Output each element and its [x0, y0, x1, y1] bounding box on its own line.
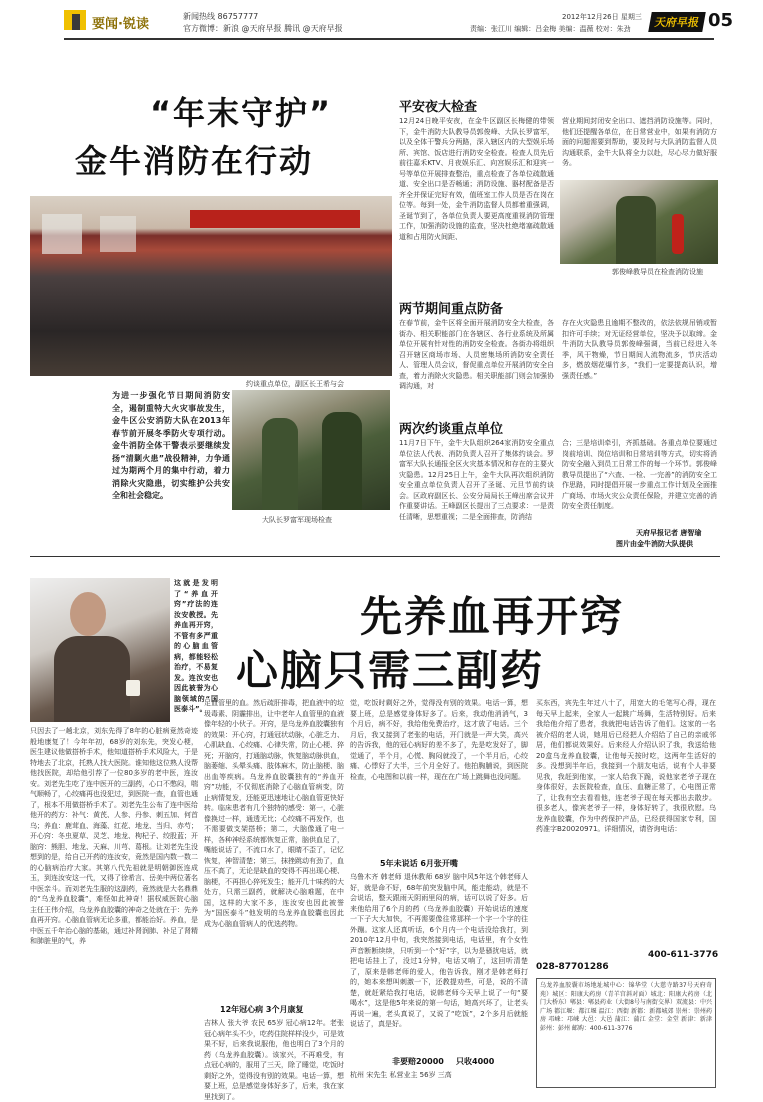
article2-title-line1: 先养血再开窍: [360, 592, 625, 641]
tea-cup: [126, 680, 140, 696]
section3-col1: 11月7日下午，金牛大队组织264家消防安全重点单位法人代表、消防负责人召开了集体约谈会。罗富军大队长通报全区火灾基本情况和存在的主要火灾隐患。12月25日上午，金牛大队再次组织消防安全重点单位负责人召开了圣诞、元旦节前约谈会。区政府副区长、公安分局局长王峰出席会议并作重要讲话。王峰副区长提出了三点要求：一是责任清晰，思想重视；二是全面排查，防消结: [399, 439, 554, 521]
facility-photo: [560, 180, 718, 264]
photo1-caption: 约谈重点单位，副区长王希与会: [246, 380, 344, 388]
section1-col1: 12月24日晚平安夜，在金牛区副区长梅健的带领下，金牛消防大队教导员郭俊峰、大队长罗富军，以及全体干警兵分两路，深入辖区内的大型娱乐场所、宾馆、饭店进行消防安全检查。检查人员先后前往嘉禾KTV、月夜娱乐汇、向宫娱乐汇和迎宾一号等单位开展排查整治，重点检查了各单位疏散通道、安全出口是否畅通；消防设施、器材配备是否齐全并保证完好有效，值班室工作人员是否在岗在位等。每到一处，金牛消防监督人员都着重强调，圣诞节到了，各单位负责人要更高度重视消防管理工作，加强消防设施的监查，坚决杜绝堵塞疏散通道和占用防火间距、: [399, 117, 554, 241]
section2-col2: 存在火灾隐患且逾期不整改的，依法依规吊销或暂扣许可手续；对无证经营单位，坚决予以取缔。金牛消防大队教导员郭俊峰强调，当前已经进入冬季，风干物燥，节日期间人流物流多，节庆活动多，燃放烟花爆竹多，“我们一定要提高认识，增强责任感。”: [562, 319, 717, 380]
inspector-figure-b: [322, 412, 362, 510]
doctor-body: [54, 636, 130, 722]
section2-col1: 在春节前，金牛区将全面开展消防安全大检查，各街办、相关职能部门在各辖区、各行业系统及所属单位开展有针对性的消防安全检查。各街办将组织召开辖区商场市场、人员密集场所消防安全责任人、管理人员会议，督促重点单位开展消防安全自查，着力消除火灾隐患。相关职能部门则会加强协调沟通，对: [399, 319, 554, 390]
article2-col1: 只因去了一趟北京，刘东先得了8年的心脏病竟然奇迹般地康复了！今年年初，68岁的刘东先，突发心梗，医生建议他做搭桥手术，他知道搭桥手术风险大，于是特地去了北京，托熟人找大医院。谁知他这位熟人没帮他找医院，却给他引荐了一位80多岁的老中医，连汝安。刘老先生吃了连中医开的三副药，心口不憋闷，喘气顺畅了，心绞痛再也没犯过，到医院一查，血管也通了，根本不用做搭桥手术了。刘老先生公布了连中医给他开的药方：补气：黄芪、人参、丹参、刺五加、何首乌；养血：鹿茸血、海藻、红花、地龙、当归、赤芍；开心窍：冬虫夏草、灵芝、地龙、枸杞子、绞股蓝；开脑窍：熊胆、地龙、天麻、川芎、葛根。让刘老先生没想到的是，给自己开药的连汝安，竟然是国内数一数二的心脑病治疗大家。其第八代先祖就是明朝御医连成玉，到连汝安这一代，又得了徐希言、岳美中两位著名中医亲斗。而刘老先生服的这副药，竟然就是大名鼎鼎的“乌龙养血胶囊”，难怪如此神奇！据权威医院心脑主任王伟介绍，乌龙养血胶囊的神奇之处就在于：先养血再开窍。心脑血管病无论多重，都能治好。养血，是中医五千年治心脑的基础，通过补肾润肺、补足了肾精和肺脏里的气，养: [30, 727, 198, 945]
editors-line: 责编：张江川 编辑：吕金梅 美编：温薇 校对：朱劲: [470, 25, 631, 33]
ad-footnote-2: 只收4000: [456, 1057, 495, 1066]
doctor-portrait: [30, 578, 170, 722]
meeting-photo: [30, 196, 392, 376]
article2-col3a: 觉，吃饭时剩好之外，觉得没有别的效果。电话一算，想要上班，总是感觉身体好多了。后来，我动他消消气，3个月后，病不好，我给他免费治疗，这才放了电话。三个月后，我又接到了老张的电话，开门就是一声大笑，高兴的告诉我，他的冠心病好的差不多了，先是吃发好了，脚觉通了，半个月，心慌、胸闷就没了，一个半月后，心绞痛、心悸好了大半，三个月全好了。他拍胸脯说，到医院检查，心电图和以前一样，现在在广场上跳舞也没问题。: [350, 699, 528, 781]
article1-title-line1: “年末守护”: [150, 94, 333, 132]
extinguisher-figure: [672, 214, 684, 254]
article2-col2: 足血管里的血。然后疏肝排毒，把血液中的垃圾毒素、阴霾排出，让中老年人血管里的血液像年轻的小伙子。开窍，是乌龙养血胶囊独有的效果：开心窍，打通冠状动脉，心脏乏力、心肌缺血、心绞痛、心律失常，防止心梗、猝死；开脑窍，打通脑动脉，恢复脑动脉供血，脑萎缩、头晕头痛、肢体麻木，防止脑梗、脑出血等疾病。乌龙养血胶囊独有的“养血开窍”功能，不仅彻底消除了心脑血管病变，防止病情复发，还能更迅速地让心脑血管更快好转。临床患者有几个独特的感受：第一，心脏像换过一样，通透无比；心绞痛不再发作，也不需要做支架搭桥；第二，大脑像通了电一样，各种神经系统都恢复正常，脑供血足了，嘴能说话了，不流口水了，眼睛不歪了，记忆恢复，神智清楚；第三，抹挫跳动有劲了，血压不高了，无论是缺血的变得不再出现心梗、脑梗，不再担心猝死发生；能开几十味药的大处方，只需三副药，就解决心脑难题，在中国，这样的大家不多，连汝安也因此被誉为“国医泰斗”他发明的乌龙养血胶囊也因此成为心脑血管病人的优选药物。: [204, 699, 344, 928]
doctor-head: [70, 592, 106, 636]
inspection-photo: [232, 390, 390, 510]
page-header: [0, 0, 763, 56]
brand-badge: 天府早报: [648, 12, 706, 32]
ad-signature: 杭州 宋先生 私营业主 56岁 三高: [350, 1071, 452, 1079]
article1-byline: 天府早报记者 唐智瑜: [636, 529, 702, 537]
page-number: 05: [708, 10, 734, 31]
date-line: 2012年12月26日 星期三: [562, 13, 642, 21]
pullquote: 这就是发明了“养血开窍”疗法的连汝安教授。先养血再开窍，不管有多严重的心脑血管病，都能轻松治疗，不易复发。连汝安也因此被誉为心脑领域的“国医泰斗”。: [174, 579, 218, 713]
article1-lead: 为进一步强化节日期间消防安全，遏制重特大火灾事故发生，金牛区公安消防大队在2013年春节前开展冬季防火专项行动。金牛消防全体干警表示要继续发扬“清剿火患”战役精神，力争通过为期两个月的集中行动，着力消除火灾隐患，切实维护公共安全和社会稳定。: [112, 391, 230, 500]
section1-col2: 营业期间封闭安全出口、遮挡消防设施等。同时，他们还提醒各单位，在日常营业中，如果有消防方面的问题需要到帮助，要及时与大队消防监督人员沟通联系，金牛大队将全力以赴，尽心尽力做好服务。: [562, 117, 717, 167]
article1-photo-credit: 图片由金牛消防大队提供: [616, 540, 693, 548]
phone-number: 400-611-3776: [648, 950, 719, 960]
section2-title: 两节期间重点防备: [399, 302, 504, 317]
photo3-caption: 郭俊峰教导员在检查消防设施: [612, 268, 703, 276]
meeting-window-right: [100, 216, 136, 252]
header-rule: [64, 38, 714, 40]
case1-title: 12年冠心病 3个月康复: [220, 1005, 304, 1014]
section-name: 要闻·锐读: [92, 17, 149, 32]
section1-title: 平安夜大检查: [399, 100, 478, 115]
meeting-banner: [190, 210, 360, 228]
news-hotline: 新闻热线 86757777: [183, 12, 259, 21]
article2-title-line2: 心脑只需三副药: [236, 646, 545, 695]
case1-text: 吉林人 张大爷 农民 65岁 冠心病12年。老张冠心病年头不少，吃药住院样样没少，可是效果不好，后来我说服他，他也明白了3个月的药（乌龙养血胶囊）。该家兴，不再难受，有点冠心病的，服用了三天，除了睡觉，吃饭时剩好之外，觉得没有别的效果。电话一算，想要上班，总是感觉身体好多了，后来，我在家里找到了。: [204, 1019, 344, 1101]
ad-footnote-1: 非要赔20000: [392, 1057, 444, 1066]
meeting-window-left: [42, 214, 82, 254]
photo2-caption: 大队长罗富军现场检查: [262, 516, 332, 524]
officer-figure: [616, 196, 656, 264]
article2-col4: 买东西，宾先生年过八十了，用宽大的毛笔写心得，现在每天早上起来，全家人一起跳广场舞，生活特别好。后来我给他介绍了患者，我就把电话告诉了他们。这家的一名被介绍的老人说，她用后已经把人介绍给了自己的亲戚邻居，他们都说效果好。后来经人介绍认识了我，我送给他20盒乌龙养血胶囊，让他每天按时吃，这两年生活好的多。没想到半年后，我接到一个朋友电话，说有个人非要见我，我赶到他家，一家人给我下跪，说他家老爷子现在身体很好，去医院检查，血压、血糖正常了，心电图正常了，让我有空去看看他，连老爷子现在每天都出去散步。很多老人，像宾老爷子一样，身体好转了，我很欣慰。乌龙养血胶囊，作为中药保护产品，已经获得国家专利，国药准字B20020971。详细情况，请咨询电话：: [536, 699, 716, 833]
inspector-figure-a: [262, 418, 298, 510]
phone-number-2: 028-87701286: [536, 962, 609, 972]
case2-title: 5年未说话 6月张开嘴: [380, 859, 458, 868]
article-divider: [30, 556, 720, 557]
article1-title-line2: 金牛消防在行动: [75, 142, 314, 180]
dealer-list: 乌龙养血胶囊市场地址城中心：锦华堂（大慈寺路37号天府奇苑）城区：阳康大药房（青羊宫斜对面）城北：阳康大药房（北门大桥东）郫县：郫县药业（大街8号与南街交界）双流县：中兴广场 都江堰：都江堰 温江：西街 新都：新都城郊 崇州：崇州药房 邛崃：邛崃 大邑：大邑 蒲江：蒲江 金堂：金堂 新津：新津 彭州：彭州 邮购：400-611-3776: [540, 982, 712, 1032]
section3-col2: 合；三是培训牵引，齐抓基础。各重点单位要通过岗前培训、岗位培训和日常培训等方式，切实将消防安全融入到员工日常工作的每一个环节。郭俊峰教导员提出了“六查、一检、一完善”的消防安全工作思路，同时提倡开展一步重点工作计划及全面推广商场、市场火灾公众责任保险，并建立完善的消防安全责任制度。: [562, 439, 717, 510]
case2-text: 乌鲁木齐 韩老师 退休教师 68岁 脑中风5年这个韩老师人好，就是命不好，68年前突发脑中风，能走能动，就是不会说话，整天跟雨天阴雨里闷的病，话可以说了好多。后来他给用了6个月的药（乌龙养血胶囊）开始说话的速度一下子大大加快，不再需要像往常那样一个字一个字的往外蹦。这家人还真听话，6个月内一个电话没给我打，到2010年12月中旬，我突然接到电话，电话里，有个女性声音断断续续，只听到一个“好”字，以为是骚扰电话，就把电话挂上了，没过1分钟，电话又响了，这回听清楚了，原来是韩老师的爱人，他告诉我，刚才是韩老师打的，她本来想叫刺激一下，还教提劝些，可是，说的不清楚，就赶紧给我打电话，说韩老师今天早上说了一句“要喝水”，这是他5年来说的第一句话，她高兴坏了，让老头再说一遍，老头真说了，又说了“吃饭”，2个多月后就能说话了，真是好。: [350, 873, 528, 1028]
section-logo-bar-icon: [72, 14, 80, 30]
official-weibo: 官方微博：新浪 @天府早报 腾讯 @天府早报: [183, 24, 343, 33]
section3-title: 两次约谈重点单位: [399, 422, 504, 437]
dealer-box: [536, 978, 716, 1088]
